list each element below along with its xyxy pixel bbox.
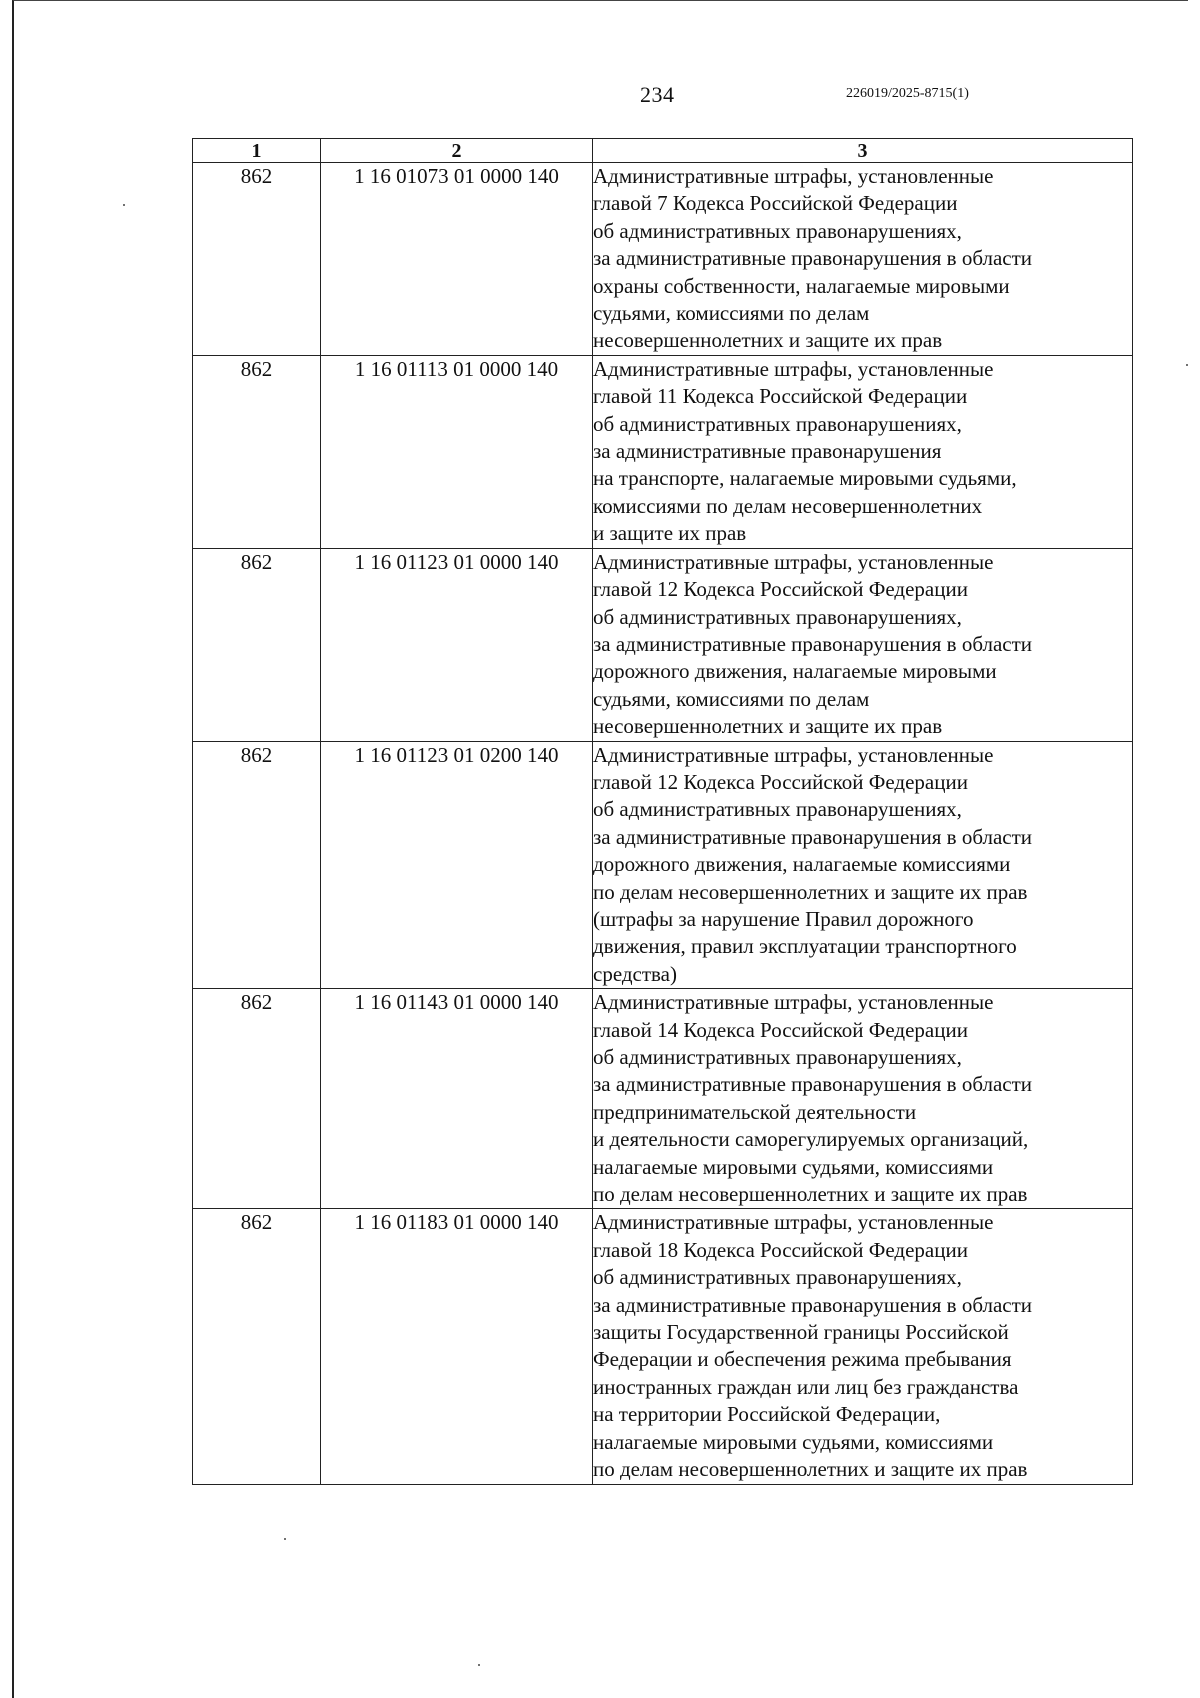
description-line: об административных правонарушениях, bbox=[593, 218, 962, 243]
description-line: за административные правонарушения bbox=[593, 439, 942, 464]
description-line: дорожного движения, налагаемые комиссиями bbox=[593, 852, 1011, 877]
description-line: и защите их прав bbox=[593, 521, 747, 546]
description-line: на транспорте, налагаемые мировыми судьями, bbox=[593, 466, 1017, 491]
description-line: охраны собственности, налагаемые мировыми bbox=[593, 273, 1010, 298]
description-line: на территории Российской Федерации, bbox=[593, 1402, 941, 1427]
description-line: за административные правонарушения в области bbox=[593, 1292, 1033, 1317]
admin-code-cell: 862 bbox=[193, 989, 321, 1209]
description-cell bbox=[593, 355, 1133, 548]
description-line: Административные штрафы, установленные bbox=[593, 1210, 994, 1235]
description-line: главой 7 Кодекса Российской Федерации bbox=[593, 191, 958, 216]
fines-table bbox=[192, 138, 1133, 1485]
description-cell bbox=[593, 548, 1133, 741]
description-line: иностранных граждан или лиц без гражданства bbox=[593, 1374, 1019, 1399]
description-line: об административных правонарушениях, bbox=[593, 604, 962, 629]
description-cell bbox=[593, 989, 1133, 1209]
description-line: главой 14 Кодекса Российской Федерации bbox=[593, 1017, 968, 1042]
column-header-3: 3 bbox=[593, 139, 1133, 163]
scan-speck bbox=[123, 204, 125, 206]
description-line: движения, правил эксплуатации транспортного bbox=[593, 934, 1017, 959]
column-header-1: 1 bbox=[193, 139, 321, 163]
admin-code-cell: 862 bbox=[193, 1209, 321, 1484]
budget-code-cell: 1 16 01123 01 0000 140 bbox=[321, 548, 593, 741]
description-cell bbox=[593, 741, 1133, 989]
description-line: налагаемые мировыми судьями, комиссиями bbox=[593, 1429, 994, 1454]
description-line: дорожного движения, налагаемые мировыми bbox=[593, 659, 997, 684]
description-line: Федерации и обеспечения режима пребывания bbox=[593, 1347, 1012, 1372]
scan-speck bbox=[1186, 364, 1188, 366]
description-line: за административные правонарушения в области bbox=[593, 631, 1033, 656]
table-row bbox=[193, 355, 1133, 548]
admin-code-cell: 862 bbox=[193, 163, 321, 356]
description-line: Административные штрафы, установленные bbox=[593, 549, 994, 574]
description-line: за административные правонарушения в области bbox=[593, 1072, 1033, 1097]
column-header-2: 2 bbox=[321, 139, 593, 163]
budget-code-cell: 1 16 01073 01 0000 140 bbox=[321, 163, 593, 356]
table-row bbox=[193, 989, 1133, 1209]
description-line: по делам несовершеннолетних и защите их прав bbox=[593, 879, 1028, 904]
description-line: за административные правонарушения в области bbox=[593, 824, 1033, 849]
table-header-row bbox=[193, 139, 1133, 163]
description-line: главой 12 Кодекса Российской Федерации bbox=[593, 769, 968, 794]
page-number: 234 bbox=[640, 82, 675, 107]
admin-code-cell: 862 bbox=[193, 548, 321, 741]
description-line: несовершеннолетних и защите их прав bbox=[593, 328, 943, 353]
admin-code-cell: 862 bbox=[193, 355, 321, 548]
description-line: главой 18 Кодекса Российской Федерации bbox=[593, 1237, 968, 1262]
description-line: главой 12 Кодекса Российской Федерации bbox=[593, 577, 968, 602]
document-id: 226019/2025-8715(1) bbox=[846, 86, 969, 101]
admin-code-cell: 862 bbox=[193, 741, 321, 989]
description-line: комиссиями по делам несовершеннолетних bbox=[593, 493, 983, 518]
table-body bbox=[193, 163, 1133, 1485]
description-line: и деятельности саморегулируемых организаций, bbox=[593, 1127, 1029, 1152]
description-line: Административные штрафы, установленные bbox=[593, 356, 994, 381]
description-line: по делам несовершеннолетних и защите их прав bbox=[593, 1182, 1028, 1207]
budget-code-cell: 1 16 01143 01 0000 140 bbox=[321, 989, 593, 1209]
description-line: несовершеннолетних и защите их прав bbox=[593, 714, 943, 739]
description-line: об административных правонарушениях, bbox=[593, 797, 962, 822]
scan-speck bbox=[478, 1664, 480, 1666]
description-line: об административных правонарушениях, bbox=[593, 1265, 962, 1290]
description-line: предпринимательской деятельности bbox=[593, 1099, 917, 1124]
budget-code-cell: 1 16 01113 01 0000 140 bbox=[321, 355, 593, 548]
table-row bbox=[193, 741, 1133, 989]
description-line: судьями, комиссиями по делам bbox=[593, 686, 870, 711]
description-line: по делам несовершеннолетних и защите их прав bbox=[593, 1457, 1028, 1482]
description-line: налагаемые мировыми судьями, комиссиями bbox=[593, 1154, 994, 1179]
description-cell bbox=[593, 1209, 1133, 1484]
description-line: об административных правонарушениях, bbox=[593, 411, 962, 436]
table-row bbox=[193, 548, 1133, 741]
budget-code-cell: 1 16 01123 01 0200 140 bbox=[321, 741, 593, 989]
description-line: Административные штрафы, установленные bbox=[593, 990, 994, 1015]
description-line: судьями, комиссиями по делам bbox=[593, 301, 870, 326]
description-line: главой 11 Кодекса Российской Федерации bbox=[593, 384, 968, 409]
description-line: защиты Государственной границы Российской bbox=[593, 1320, 1009, 1345]
description-line: средства) bbox=[593, 961, 677, 986]
description-line: Административные штрафы, установленные bbox=[593, 164, 994, 188]
scan-speck bbox=[284, 1538, 286, 1540]
description-line: (штрафы за нарушение Правил дорожного bbox=[593, 906, 974, 931]
description-line: об административных правонарушениях, bbox=[593, 1045, 962, 1069]
description-line: за административные правонарушения в области bbox=[593, 246, 1033, 271]
table-row bbox=[193, 1209, 1133, 1484]
table-row bbox=[193, 163, 1133, 356]
description-cell bbox=[593, 163, 1133, 356]
budget-code-cell: 1 16 01183 01 0000 140 bbox=[321, 1209, 593, 1484]
description-line: Административные штрафы, установленные bbox=[593, 742, 994, 767]
